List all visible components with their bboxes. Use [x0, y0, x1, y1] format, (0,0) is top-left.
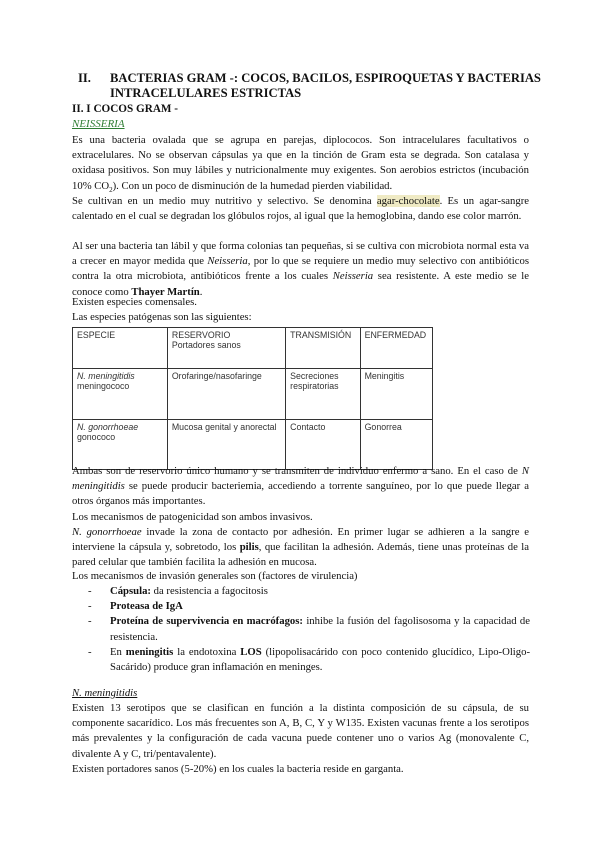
- paragraph-description: Es una bacteria ovalada que se agrupa en parejas, diplococos. Son intracelulares facultativos o extracelulares. No se observan cápsulas ya que en la tinción de Gram esta se degrada. Son catalasa y oxidasa positivos. Son muy lábiles y nutricionalmente muy exigentes. Son aerobios estrictos (incubación 10% $CO_2$). Con un poco de disminución de la humedad pierden viabilidad.: [72, 134, 529, 194]
- list-item: - Cápsula: da resistencia a fagocitosis: [88, 585, 268, 597]
- paragraph-reservoir: Ambas son de reservorio único humano y se transmiten de individuo enfermo a sano. En el caso de N meningitidis se puede producir bacteriemia, accediendo a torrente sanguíneo, por lo que puede llegar a otros órganos más importantes.: [72, 465, 529, 508]
- paragraph-culture: Se cultivan en un medio muy nutritivo y selectivo. Se denomina agar-chocolate. Es un agar-sangre calentado en el cual se degradan los glóbulos rojos, al igual que la hemoglobina, dando ese color marrón.: [72, 195, 529, 223]
- cell-species: N. meningitidis meningococo: [73, 369, 168, 420]
- paragraph-carriers: Existen portadores sanos (5-20%) en los cuales la bacteria reside en garganta.: [72, 763, 404, 775]
- paragraph-invasion-intro: Los mecanismos de invasión generales son (factores de virulencia): [72, 570, 358, 582]
- cell-transmission: Contacto: [286, 420, 360, 470]
- table-row: [73, 420, 433, 470]
- cell-reservoir: Mucosa genital y anorectal: [167, 420, 285, 470]
- cell-reservoir: Orofaringe/nasofaringe: [167, 369, 285, 420]
- cell-disease: Meningitis: [360, 369, 432, 420]
- virulence-factors-list: [88, 584, 530, 675]
- genus-heading: NEISSERIA: [72, 118, 125, 130]
- header-transmission: TRANSMISIÓN: [286, 328, 360, 369]
- meningitidis-heading: N. meningitidis: [72, 687, 138, 699]
- species-table: [72, 327, 433, 470]
- section-title: BACTERIAS GRAM -: COCOS, BACILOS, ESPIROQUETAS Y BACTERIAS INTRACELULARES ESTRICTAS: [110, 71, 541, 100]
- list-item: - En meningitis la endotoxina LOS (lipopolisacárido con poco contenido glucídico, Lipo-Oligo-Sacárido) produce gran inflamación en meninges.: [88, 645, 531, 674]
- subsection-heading: II. I COCOS GRAM -: [72, 103, 178, 115]
- section-number: II.: [78, 71, 91, 85]
- list-item: - Proteasa de IgA: [88, 600, 183, 613]
- cell-transmission: Secreciones respiratorias: [286, 369, 360, 420]
- header-species: ESPECIE: [73, 328, 168, 369]
- paragraph-gonorrhoeae: N. gonorrhoeae invade la zona de contacto por adhesión. En primer lugar se adhieren a la sangre e interviene la cápsula y, sobretodo, los pilis, que facilitan la adhesión. Además, tiene unas proteínas de la pared celular que también facilita la adhesión en mucosa.: [72, 526, 529, 569]
- table-row: [73, 369, 433, 420]
- cell-species: N. gonorrhoeae gonococo: [73, 420, 168, 470]
- table-header-row: [73, 328, 433, 369]
- paragraph-selective-medium: Al ser una bacteria tan lábil y que forma colonias tan pequeñas, si se cultiva con microbiota normal esta va a crecer en mayor medida que Neisseria, por lo que se requiere un medio muy selectivo con antibióticos contra la otra microbiota, antibióticos frente a los cuales Neisseria sea resistente. A este medio se le conoce como Thayer Martín.: [72, 240, 529, 298]
- list-item: - Proteína de supervivencia en macrófagos: inhibe la fusión del fagolisosoma y la capacidad de resistencia.: [88, 615, 530, 643]
- header-reservoir: RESERVORIO Portadores sanos: [167, 328, 285, 369]
- paragraph-pathogenicity: Los mecanismos de patogenicidad son ambos invasivos.: [72, 511, 313, 523]
- cell-disease: Gonorrea: [360, 420, 432, 470]
- paragraph-serotypes: Existen 13 serotipos que se clasifican en función a la distinta composición de su cápsula, de su componente sacarídico. Los más frecuentes son A, B, C, Y y W135. Existen vacunas frente a los serotipos más prevalentes y la configuración de cada vacuna puede contener uno o varios Ag (monovalente C, divalente A y C, tri/pentavalente).: [72, 702, 529, 760]
- paragraph-commensal: Existen especies comensales.: [72, 296, 197, 308]
- highlight-agar-chocolate: agar-chocolate: [376, 195, 440, 207]
- paragraph-pathogenic-intro: Las especies patógenas son las siguientes:: [72, 311, 252, 323]
- header-disease: ENFERMEDAD: [360, 328, 432, 369]
